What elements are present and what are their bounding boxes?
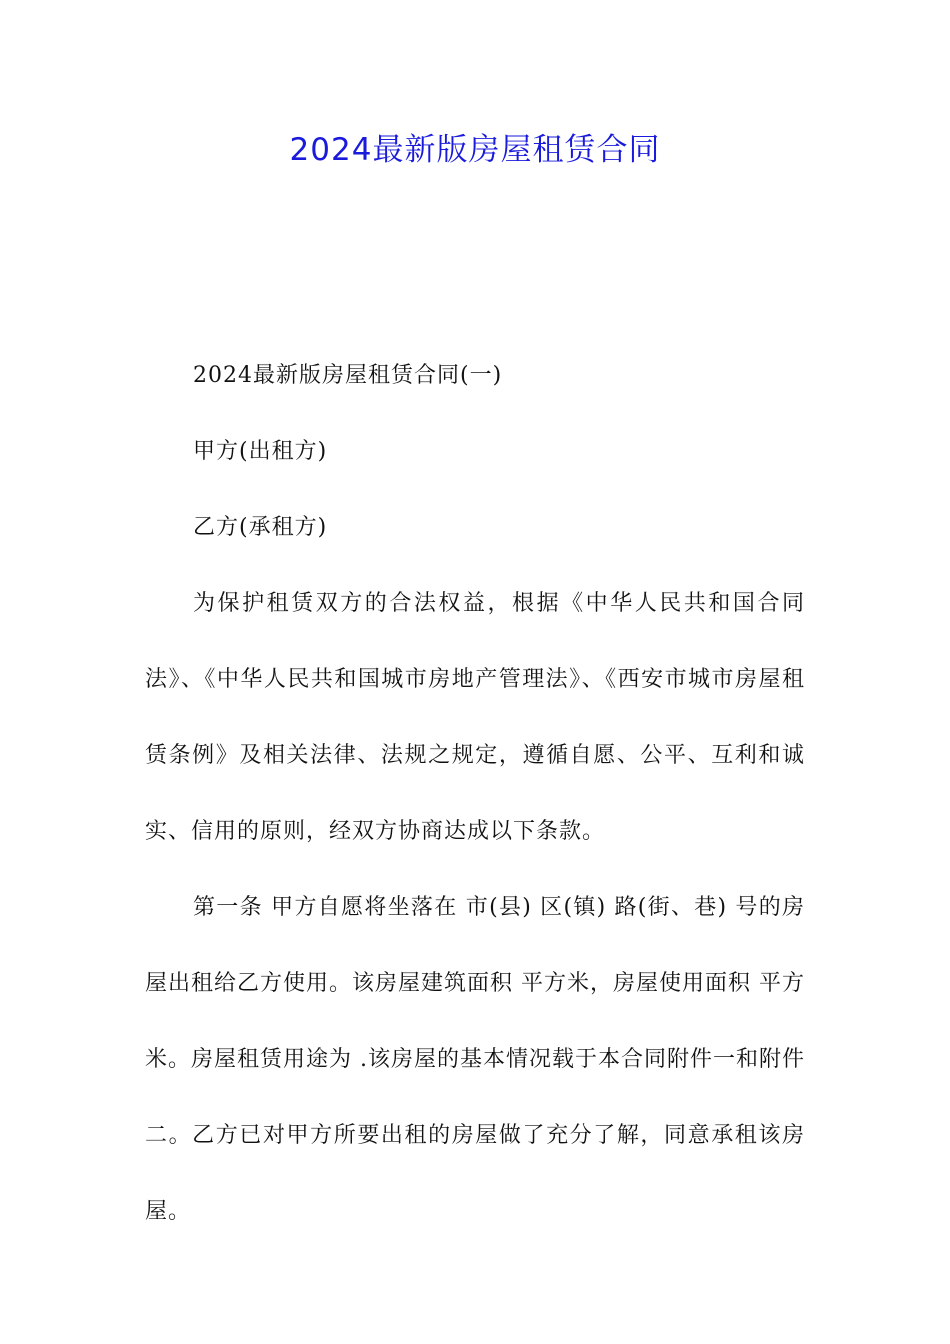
contract-subtitle: 2024最新版房屋租赁合同(一) [193, 363, 503, 388]
preamble-paragraph: 为保护租赁双方的合法权益，根据《中华人民共和国合同法》、《中华人民共和国城市房地产管理法》、《西安市城市房屋租赁条例》及相关法律、法规之规定，遵循自愿、公平、互利和诚实、信用的原则，经双方协商达成以下条款。 [145, 591, 805, 844]
document-title: 2024最新版房屋租赁合同 [289, 132, 661, 168]
party-b-line: 乙方(承租方) [193, 515, 328, 540]
article-one-paragraph: 第一条 甲方自愿将坐落在 市(县) 区(镇) 路(街、巷) 号的房屋出租给乙方使用。该房屋建筑面积 平方米，房屋使用面积 平方米。房屋租赁用途为 .该房屋的基本情况载于本合同附件一和附件二。乙方已对甲方所要出租的房屋做了充分了解，同意承租该房屋。 [145, 895, 805, 1224]
party-a-line: 甲方(出租方) [193, 439, 328, 464]
document-body [145, 338, 805, 1250]
